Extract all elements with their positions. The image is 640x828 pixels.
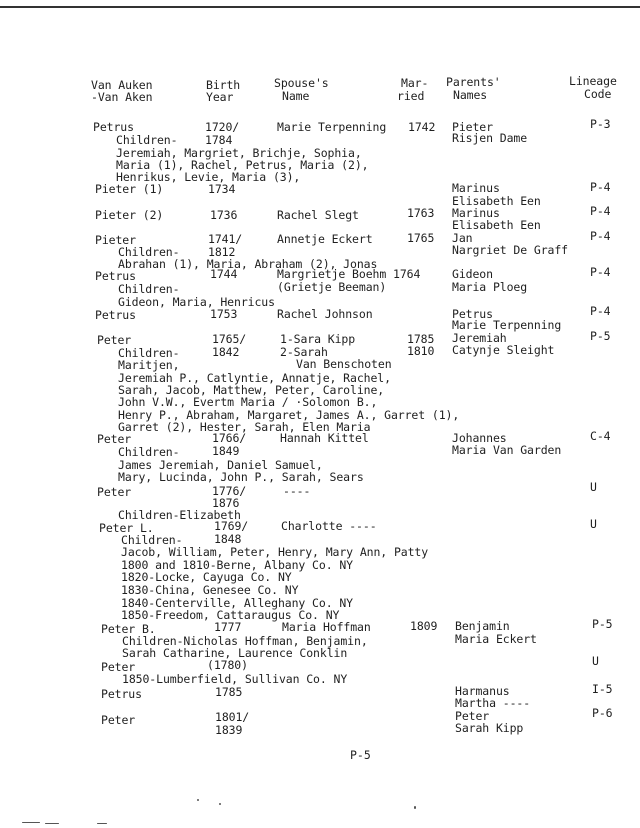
header-lineage-2: Code [584, 87, 612, 101]
entry-text: Jan [452, 231, 473, 245]
entry-text: 1777 [214, 620, 242, 634]
top-rule [0, 6, 640, 8]
entry-text: 1850-Lumberfield, Sullivan Co. NY [122, 672, 348, 686]
entry-text: Children- [118, 245, 180, 259]
entry-text: Gideon, Maria, Henricus [118, 295, 275, 309]
entry-text: Sarah Catharine, Laurence Conklin [122, 646, 348, 660]
entry-text: 1800 and 1810-Berne, Albany Co. NY [121, 558, 354, 572]
entry-text: Jacob, William, Peter, Henry, Mary Ann, Patty [121, 545, 429, 559]
header-spouse-2: Name [282, 89, 310, 103]
header-birth-1: Birth [206, 78, 241, 92]
entry-text: Maria Eckert [455, 632, 537, 646]
entry-text: 1720/ [205, 120, 240, 134]
entry-text: 1784 [205, 133, 233, 147]
entry-text: Martha ---- [455, 696, 531, 710]
entry-text: 1840-Centerville, Alleghany Co. NY [121, 596, 354, 610]
entry-text: Annetje Eckert [277, 232, 373, 246]
entry-text: Sarah, Jacob, Matthew, Peter, Caroline, [118, 383, 385, 397]
entry-text: Pieter (2) [95, 208, 164, 222]
entry-text: 1809 [410, 619, 438, 633]
entry-text: ---- [283, 484, 311, 498]
entry-text: U [592, 654, 599, 668]
entry-text: Hannah Kittel [280, 431, 369, 445]
entry-text: 2-Sarah [280, 345, 328, 359]
entry-text: Nargriet De Graff [452, 243, 569, 257]
entry-text: Jeremiah, Margriet, Brichje, Sophia, [116, 146, 362, 160]
entry-text: Maria (1), Rachel, Petrus, Maria (2), [116, 158, 369, 172]
entry-text: U [590, 480, 597, 494]
entry-text: 1742 [408, 120, 436, 134]
entry-text: 1830-China, Genesee Co. NY [121, 583, 299, 597]
header-parents-2: Names [453, 88, 488, 102]
entry-text: 1776/ [212, 484, 247, 498]
entry-text: 1765 [407, 231, 435, 245]
entry-text: Peter [101, 660, 136, 674]
entry-text: Children- [121, 533, 183, 547]
entry-text: Elisabeth Een [452, 194, 541, 208]
entry-text: P-5 [592, 617, 613, 631]
entry-text: Maritjen, [118, 358, 180, 372]
entry-text: 1-Sara Kipp [280, 332, 356, 346]
entry-text: 1839 [215, 723, 243, 737]
entry-text: 1741/ [208, 232, 243, 246]
entry-text: James Jeremiah, Daniel Samuel, [118, 458, 323, 472]
entry-text: 1850-Freedom, Cattaraugus Co. NY [121, 608, 340, 622]
entry-text: Peter [101, 713, 136, 727]
entry-text: Charlotte ---- [281, 519, 377, 533]
entry-text: P-4 [590, 180, 611, 194]
entry-text: Marie Terpenning [452, 318, 562, 332]
entry-text: 1820-Locke, Cayuga Co. NY [121, 570, 292, 584]
header-parents-1: Parents' [446, 75, 501, 89]
scan-speck [97, 823, 107, 824]
entry-text: Peter B. [101, 622, 156, 636]
scan-speck [219, 803, 221, 805]
entry-text: Children-Nicholas Hoffman, Benjamin, [122, 634, 368, 648]
entry-text: 1849 [212, 444, 240, 458]
entry-text: Marinus [452, 206, 500, 220]
entry-text: Peter [455, 709, 490, 723]
entry-text: 1736 [210, 208, 238, 222]
entry-text: 1734 [208, 182, 236, 196]
entry-text: Children- [116, 133, 178, 147]
entry-text: Rachel Slegt [277, 208, 359, 222]
header-married-2: ried [397, 89, 425, 103]
entry-text: Pieter [452, 120, 493, 134]
entry-text: Pieter [95, 233, 136, 247]
entry-text: P-5 [590, 329, 611, 343]
entry-text: Marie Terpenning [277, 120, 387, 134]
entry-text: P-4 [590, 265, 611, 279]
entry-text: 1801/ [215, 710, 250, 724]
entry-text: (Grietje Beeman) [277, 280, 387, 294]
entry-text: Maria Van Garden [452, 443, 562, 457]
entry-text: Risjen Dame [452, 131, 528, 145]
entry-text: 1785 [407, 332, 435, 346]
entry-text: Marinus [452, 181, 500, 195]
entry-text: Gideon [452, 267, 493, 281]
entry-text: Elisabeth Een [452, 218, 541, 232]
header-lineage-1: Lineage [569, 74, 617, 88]
entry-text: Petrus [95, 308, 136, 322]
page-number: P-5 [350, 748, 371, 762]
scan-speck [22, 822, 40, 823]
entry-text: Peter L. [99, 521, 154, 535]
entry-text: Henrikus, Levie, Maria (3), [116, 170, 301, 184]
header-birth-2: Year [206, 90, 234, 104]
entry-text: C-4 [590, 429, 611, 443]
entry-text: Peter [97, 333, 132, 347]
header-surname-2: -Van Aken [91, 90, 153, 104]
entry-text: 1848 [214, 532, 242, 546]
entry-text: I-5 [592, 682, 613, 696]
entry-text: Maria Ploeg [452, 280, 528, 294]
entry-text: P-4 [590, 304, 611, 318]
entry-text: Benjamin [455, 619, 510, 633]
scan-speck [197, 799, 199, 801]
entry-text: Petrus [93, 120, 134, 134]
entry-text: U [590, 517, 597, 531]
entry-text: 1765/ [212, 332, 247, 346]
entry-text: 1876 [212, 496, 240, 510]
entry-text: Mary, Lucinda, John P., Sarah, Sears [118, 470, 364, 484]
entry-text: Pieter (1) [95, 182, 164, 196]
entry-text: Van Benschoten [296, 357, 392, 371]
entry-text: Margrietje Boehm 1764 [277, 267, 421, 281]
header-surname-1: Van Auken [91, 78, 153, 92]
entry-text: 1763 [407, 206, 435, 220]
entry-text: Children-Elizabeth [118, 508, 241, 522]
entry-text: John V.W., Evertm Maria / ·Solomon B., [118, 395, 378, 409]
entry-text: Catynje Sleight [452, 343, 555, 357]
entry-text: Garret (2), Hester, Sarah, Elen Maria [118, 420, 371, 434]
entry-text: 1810 [407, 344, 435, 358]
scan-speck [45, 823, 59, 824]
entry-text: Sarah Kipp [455, 721, 524, 735]
entry-text: Henry P., Abraham, Margaret, James A., Garret (1), [118, 408, 460, 422]
entry-text: 1753 [210, 307, 238, 321]
entry-text: 1812 [208, 245, 236, 259]
entry-text: Harmanus [455, 684, 510, 698]
entry-text: 1769/ [214, 519, 249, 533]
entry-text: Jeremiah P., Catlyntie, Annatje, Rachel, [118, 371, 391, 385]
entry-text: P-4 [590, 204, 611, 218]
entry-text: Peter [97, 485, 132, 499]
entry-text: Johannes [452, 431, 507, 445]
header-spouse-1: Spouse's [274, 76, 329, 90]
entry-text: Jeremiah [452, 331, 507, 345]
entry-text: Petrus [101, 687, 142, 701]
entry-text: Children- [118, 282, 180, 296]
entry-text: Children- [118, 445, 180, 459]
entry-text: (1780) [207, 658, 248, 672]
entry-text: 1785 [215, 685, 243, 699]
entry-text: Peter [97, 432, 132, 446]
entry-text: 1744 [210, 267, 238, 281]
entry-text: P-4 [590, 229, 611, 243]
entry-text: Rachel Johnson [277, 307, 373, 321]
entry-text: Petrus [452, 307, 493, 321]
header-married-1: Mar- [401, 76, 429, 90]
entry-text: Petrus [95, 269, 136, 283]
entry-text: 1766/ [212, 431, 247, 445]
entry-text: Abrahan (1), Maria, Abraham (2), Jonas [118, 257, 378, 271]
entry-text: Children- [118, 346, 180, 360]
entry-text: P-6 [592, 706, 613, 720]
entry-text: P-3 [590, 117, 611, 131]
entry-text: 1842 [212, 345, 240, 359]
entry-text: Maria Hoffman [282, 620, 371, 634]
scan-speck [414, 806, 416, 809]
